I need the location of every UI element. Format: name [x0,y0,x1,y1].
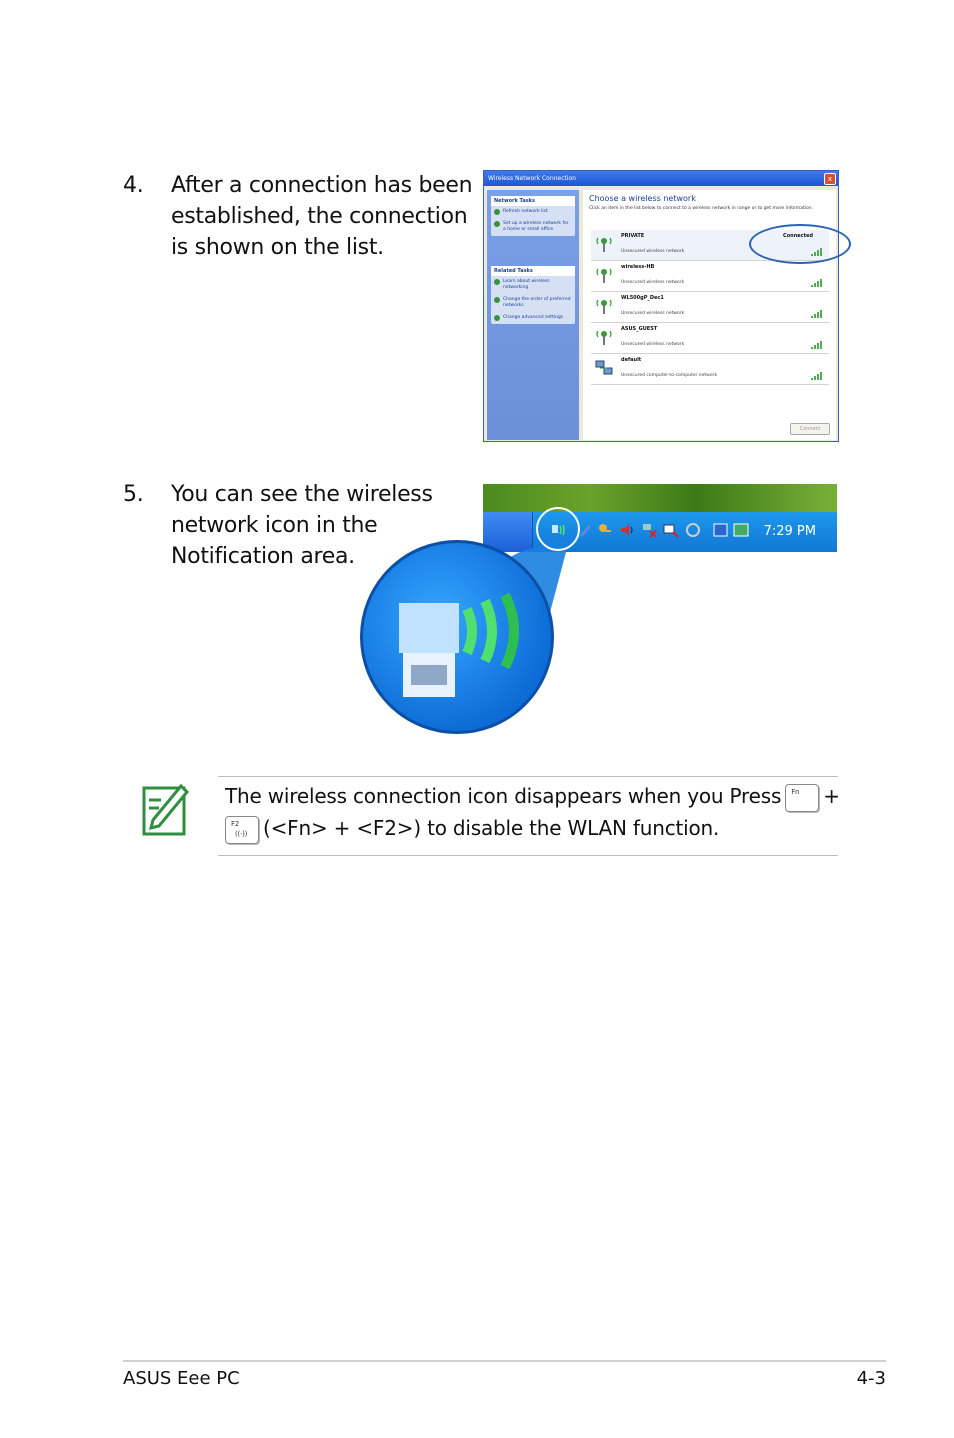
desktop-wallpaper [483,484,837,512]
tray-highlight-ring [536,507,580,551]
content-intro: Click an item in the list below to connect to a wireless network in range or to get more information. [589,206,814,211]
task-link[interactable]: Change the order of preferred networks [491,294,575,312]
note-line-1 [225,780,840,813]
network-name: PRIVATE [621,233,645,239]
network-tasks-panel [491,196,575,236]
page-number: 4-3 [856,1368,886,1389]
step-text [171,479,433,572]
connect-button[interactable]: Connect [790,423,830,435]
task-sidebar [487,190,579,440]
wireless-network-connection-screenshot [483,170,839,442]
note-line-2 [225,812,719,845]
signal-bars-icon [811,372,823,380]
step-number: 5. [123,482,144,507]
fn-key-icon [785,784,819,812]
monitor-icon[interactable] [733,522,749,538]
network-item[interactable] [591,354,829,385]
step-line: network icon in the [171,513,378,538]
antenna-icon [595,236,613,252]
footer-title: ASUS Eee PC [123,1368,240,1389]
ring-icon[interactable] [685,522,701,538]
network-desc: Unsecured wireless network [621,311,685,316]
f2-key-icon [225,816,259,844]
key-label: F2 [231,819,240,828]
antenna-icon [595,329,613,345]
task-link[interactable]: Learn about wireless networking [491,276,575,294]
content-heading: Choose a wireless network [589,194,696,203]
note-bottom-rule [218,855,838,856]
key-label: Fn [791,787,800,796]
note-text: (<Fn> + <F2>) to disable the WLAN function. [263,816,720,840]
plus-sign: + [823,784,840,808]
network-item[interactable] [591,323,829,354]
network-desc: Unsecured wireless network [621,249,685,254]
note-text: The wireless connection icon disappears when you Press [225,784,782,808]
close-icon[interactable]: x [824,173,836,185]
computer-network-icon [595,360,613,376]
note-top-rule [218,776,838,777]
taskbar-clock: 7:29 PM [763,524,816,539]
antenna-icon [595,298,613,314]
step-line: is shown on the list. [171,235,384,260]
network-desc: Unsecured computer-to-computer network [621,373,718,378]
network-name: wireless-HB [621,264,655,270]
step-line: After a connection has been [171,173,473,198]
signal-bars-icon [811,279,823,287]
antenna-icon [595,267,613,283]
connected-highlight-ring [749,224,851,264]
keys-icon[interactable] [597,522,613,538]
wireless-network-icon-large [363,543,554,734]
network-name: WL500gP_Dec1 [621,295,664,301]
taskbar-screenshot [483,484,837,552]
network-item[interactable] [591,261,829,292]
step-text [171,170,472,263]
signal-bars-icon [811,310,823,318]
step-line: established, the connection [171,204,468,229]
step-number: 4. [123,173,144,198]
network-name: default [621,357,642,363]
window-title: Wireless Network Connection [488,175,576,182]
panel-header: Related Tasks [491,266,575,276]
task-link[interactable]: Refresh network list [491,206,575,218]
battery-icon[interactable] [713,522,729,538]
network-disconnected-icon[interactable] [641,522,657,538]
volume-icon[interactable] [619,522,635,538]
note-icon [141,780,191,838]
network-status: Connected [783,233,813,239]
task-link[interactable]: Set up a wireless network for a home or small office [491,218,575,236]
wireless-key-glyph: ((·)) [235,829,248,838]
network-item[interactable] [591,292,829,323]
network-name: ASUS_GUEST [621,326,658,332]
footer-rule [123,1360,886,1362]
related-tasks-panel [491,266,575,324]
window-titlebar [484,171,838,186]
network-desc: Unsecured wireless network [621,342,685,347]
signal-bars-icon [811,341,823,349]
step-line: You can see the wireless [171,482,433,507]
task-link[interactable]: Change advanced settings [491,312,575,324]
step-line: Notification area. [171,544,355,569]
panel-header: Network Tasks [491,196,575,206]
display-icon[interactable] [663,522,679,538]
network-desc: Unsecured wireless network [621,280,685,285]
zoomed-wireless-icon [360,540,554,734]
